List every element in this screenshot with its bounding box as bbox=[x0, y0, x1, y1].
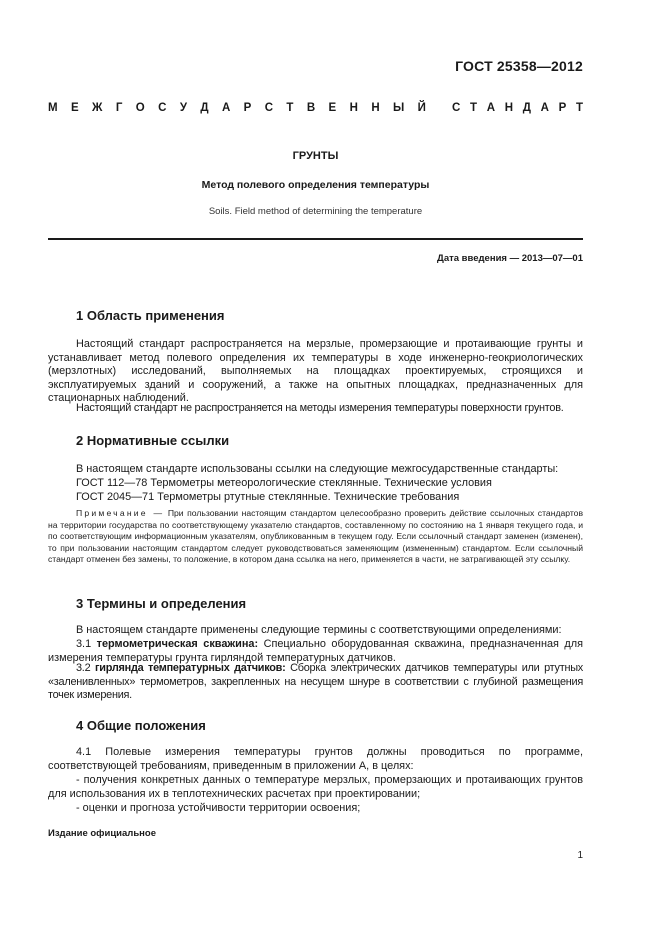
banner-letter: Ж bbox=[92, 102, 103, 114]
banner-letter: С bbox=[264, 102, 274, 114]
section-3-heading: 3 Термины и определения bbox=[76, 596, 247, 611]
banner-letter: Т bbox=[286, 102, 294, 114]
section-4-bullet-2: - оценки и прогноза устойчивости территории освоения; bbox=[76, 802, 361, 814]
page-number: 1 bbox=[577, 850, 583, 861]
term-3-2-number: 3.2 bbox=[76, 662, 91, 674]
introduction-date: Дата введения — 2013—07—01 bbox=[437, 253, 583, 264]
section-2-note bbox=[48, 508, 583, 566]
section-2-heading: 2 Нормативные ссылки bbox=[76, 433, 230, 448]
document-english-title: Soils. Field method of determining the temperature bbox=[208, 206, 423, 217]
banner-letter: Н bbox=[371, 102, 380, 114]
note-text: При пользовании настоящим стандартом целесообразно проверить действие ссылочных стандартов на территории государства по соответствующему указателю стандартов, составленному по состоянию на 1 января текущего года, и по соответствующим информационным указателям, опубликованным в текущем году. Если ссылочный стандарт заменен (изменен), то при пользовании настоящим стандартом следует руководствоваться заменяющим (измененным) стандартом. Если ссылочный стандарт отменен без замены, то положение, в котором дана ссылка на него, применяется в части, не затрагивающей эту ссылку. bbox=[48, 508, 584, 565]
term-3-2-name: гирлянда температурных датчиков: bbox=[95, 662, 286, 674]
term-3-1-name: термометрическая скважина: bbox=[96, 638, 259, 650]
section-2-intro: В настоящем стандарте использованы ссылки на следующие межгосударственные стандарты: bbox=[76, 463, 559, 475]
section-1-paragraph-1: Настоящий стандарт распространяется на мерзлые, промерзающие и протаивающие грунты и устанавливает метод полевого определения их температуры в ходе инженерно-геокриологических (мерзлотных) исследований, выполняемых на площадках проектируемых, строящихся и эксплуатируемых зданий и сооружений, а также на опытных площадках, предназначенных для стационарных наблюдений. bbox=[48, 338, 583, 404]
section-4-bullet-1: - получения конкретных данных о температуре мерзлых, промерзающих и протаивающих грунтов для использования их в теплотехнических расчетах при проектировании; bbox=[48, 774, 583, 800]
banner-letter: Е bbox=[70, 102, 79, 114]
gost-number: ГОСТ 25358—2012 bbox=[455, 58, 583, 74]
banner-letter: Т bbox=[575, 102, 583, 114]
reference-gost-112: ГОСТ 112—78 Термометры метеорологические стеклянные. Технические условия bbox=[76, 477, 492, 489]
banner-letter: О bbox=[135, 102, 145, 114]
banner-letter: С bbox=[158, 102, 167, 114]
section-1-heading: 1 Область применения bbox=[76, 308, 225, 323]
interstate-standard-banner bbox=[48, 102, 583, 114]
section-3-intro: В настоящем стандарте применены следующие термины с соответствующими определениями: bbox=[76, 624, 562, 636]
section-1-paragraph-2: Настоящий стандарт не распространяется на методы измерения температуры поверхности грунтов. bbox=[76, 402, 564, 414]
reference-gost-2045: ГОСТ 2045—71 Термометры ртутные стеклянные. Технические требования bbox=[76, 491, 460, 503]
banner-letter: Д bbox=[522, 102, 531, 114]
banner-letter: Г bbox=[115, 102, 123, 114]
banner-letter: А bbox=[486, 102, 496, 114]
term-3-2-definition: Сборка электрических датчиков температуры или ртутных «заленивленных» термометров, закрепленных на несущем шнуре в соответствии с глубиной размещения точек измерения. bbox=[48, 662, 583, 701]
banner-letter: Н bbox=[349, 102, 358, 114]
banner-letter: А bbox=[221, 102, 231, 114]
banner-letter: М bbox=[48, 102, 58, 114]
banner-letter: Д bbox=[200, 102, 209, 114]
section-4-heading: 4 Общие положения bbox=[76, 718, 206, 733]
note-label: Примечание — bbox=[76, 508, 165, 518]
term-3-1-number: 3.1 bbox=[76, 638, 92, 650]
banner-letter: Ы bbox=[393, 102, 405, 114]
banner-letter: Р bbox=[558, 102, 567, 114]
header-divider bbox=[48, 238, 583, 240]
official-edition-label: Издание официальное bbox=[48, 828, 156, 839]
banner-word-standard bbox=[452, 102, 583, 114]
banner-letter: В bbox=[306, 102, 316, 114]
banner-letter: Й bbox=[417, 102, 426, 114]
banner-word-interstate bbox=[48, 102, 426, 114]
banner-letter: С bbox=[452, 102, 461, 114]
term-3-2 bbox=[48, 662, 583, 703]
document-subtitle: Метод полевого определения температуры bbox=[201, 179, 430, 191]
banner-letter: У bbox=[179, 102, 187, 114]
term-3-1-definition: Специально оборудованная скважина, предназначенная для измерения температуры грунта гирляндой температурных датчиков. bbox=[48, 638, 584, 664]
section-4-paragraph-1: 4.1 Полевые измерения температуры грунтов должны проводиться по программе, соответствующей требованиям, приведенным в приложении А, в целях: bbox=[48, 746, 583, 772]
banner-letter: А bbox=[540, 102, 549, 114]
banner-letter: Р bbox=[243, 102, 252, 114]
document-title: ГРУНТЫ bbox=[292, 150, 339, 162]
banner-letter: Т bbox=[470, 102, 478, 114]
banner-letter: Н bbox=[504, 102, 514, 114]
term-3-1 bbox=[48, 638, 583, 665]
banner-letter: Е bbox=[328, 102, 337, 114]
